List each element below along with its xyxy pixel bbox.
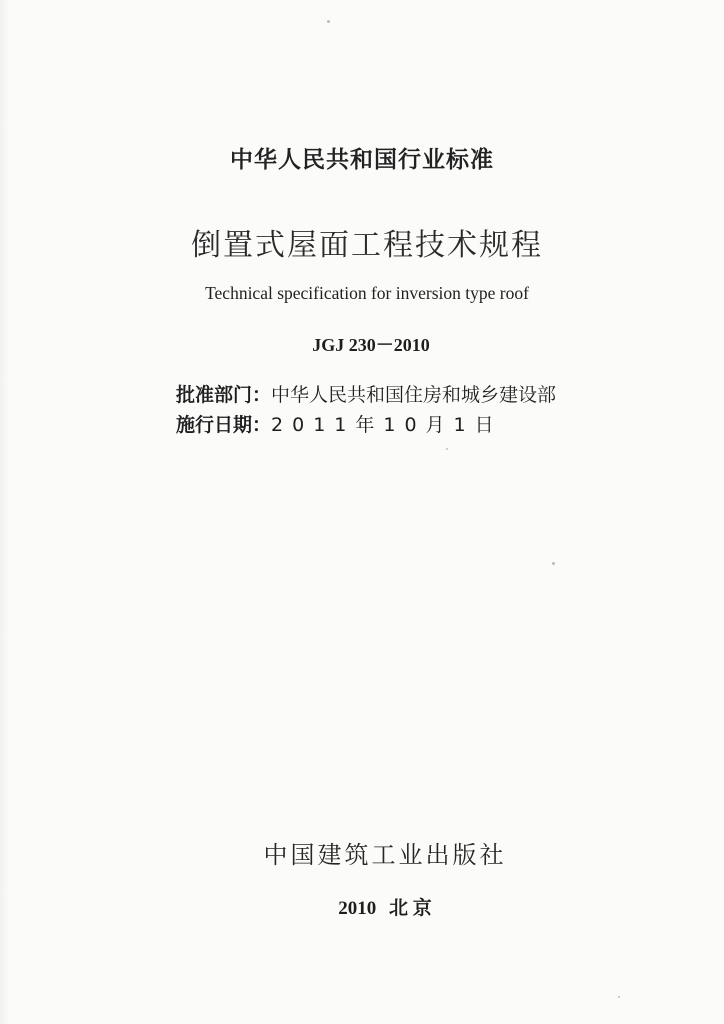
publication-info: [0, 893, 724, 920]
scan-speck: [552, 562, 555, 565]
scan-speck: [327, 20, 330, 23]
effective-date: [176, 410, 503, 437]
publisher-name: 中国建筑工业出版社: [263, 841, 507, 869]
document-title-chinese: 倒置式屋面工程技术规程: [191, 228, 543, 263]
approval-label: 批准部门：: [176, 384, 272, 406]
standard-category: 中华人民共和国行业标准: [230, 147, 494, 173]
scan-speck: [618, 996, 620, 998]
approval-value: 中华人民共和国住房和城乡建设部: [271, 384, 557, 406]
publication-city: 北 京: [388, 898, 432, 919]
document-title-english: Technical specification for inversion type roof: [205, 283, 529, 303]
effective-value: 2011年10月1日: [271, 414, 503, 436]
publication-year: 2010: [338, 898, 377, 919]
effective-label: 施行日期：: [176, 414, 272, 436]
scan-speck: [446, 448, 448, 450]
standard-code: JGJ 230－2010: [312, 335, 430, 355]
approval-department: [176, 380, 556, 407]
